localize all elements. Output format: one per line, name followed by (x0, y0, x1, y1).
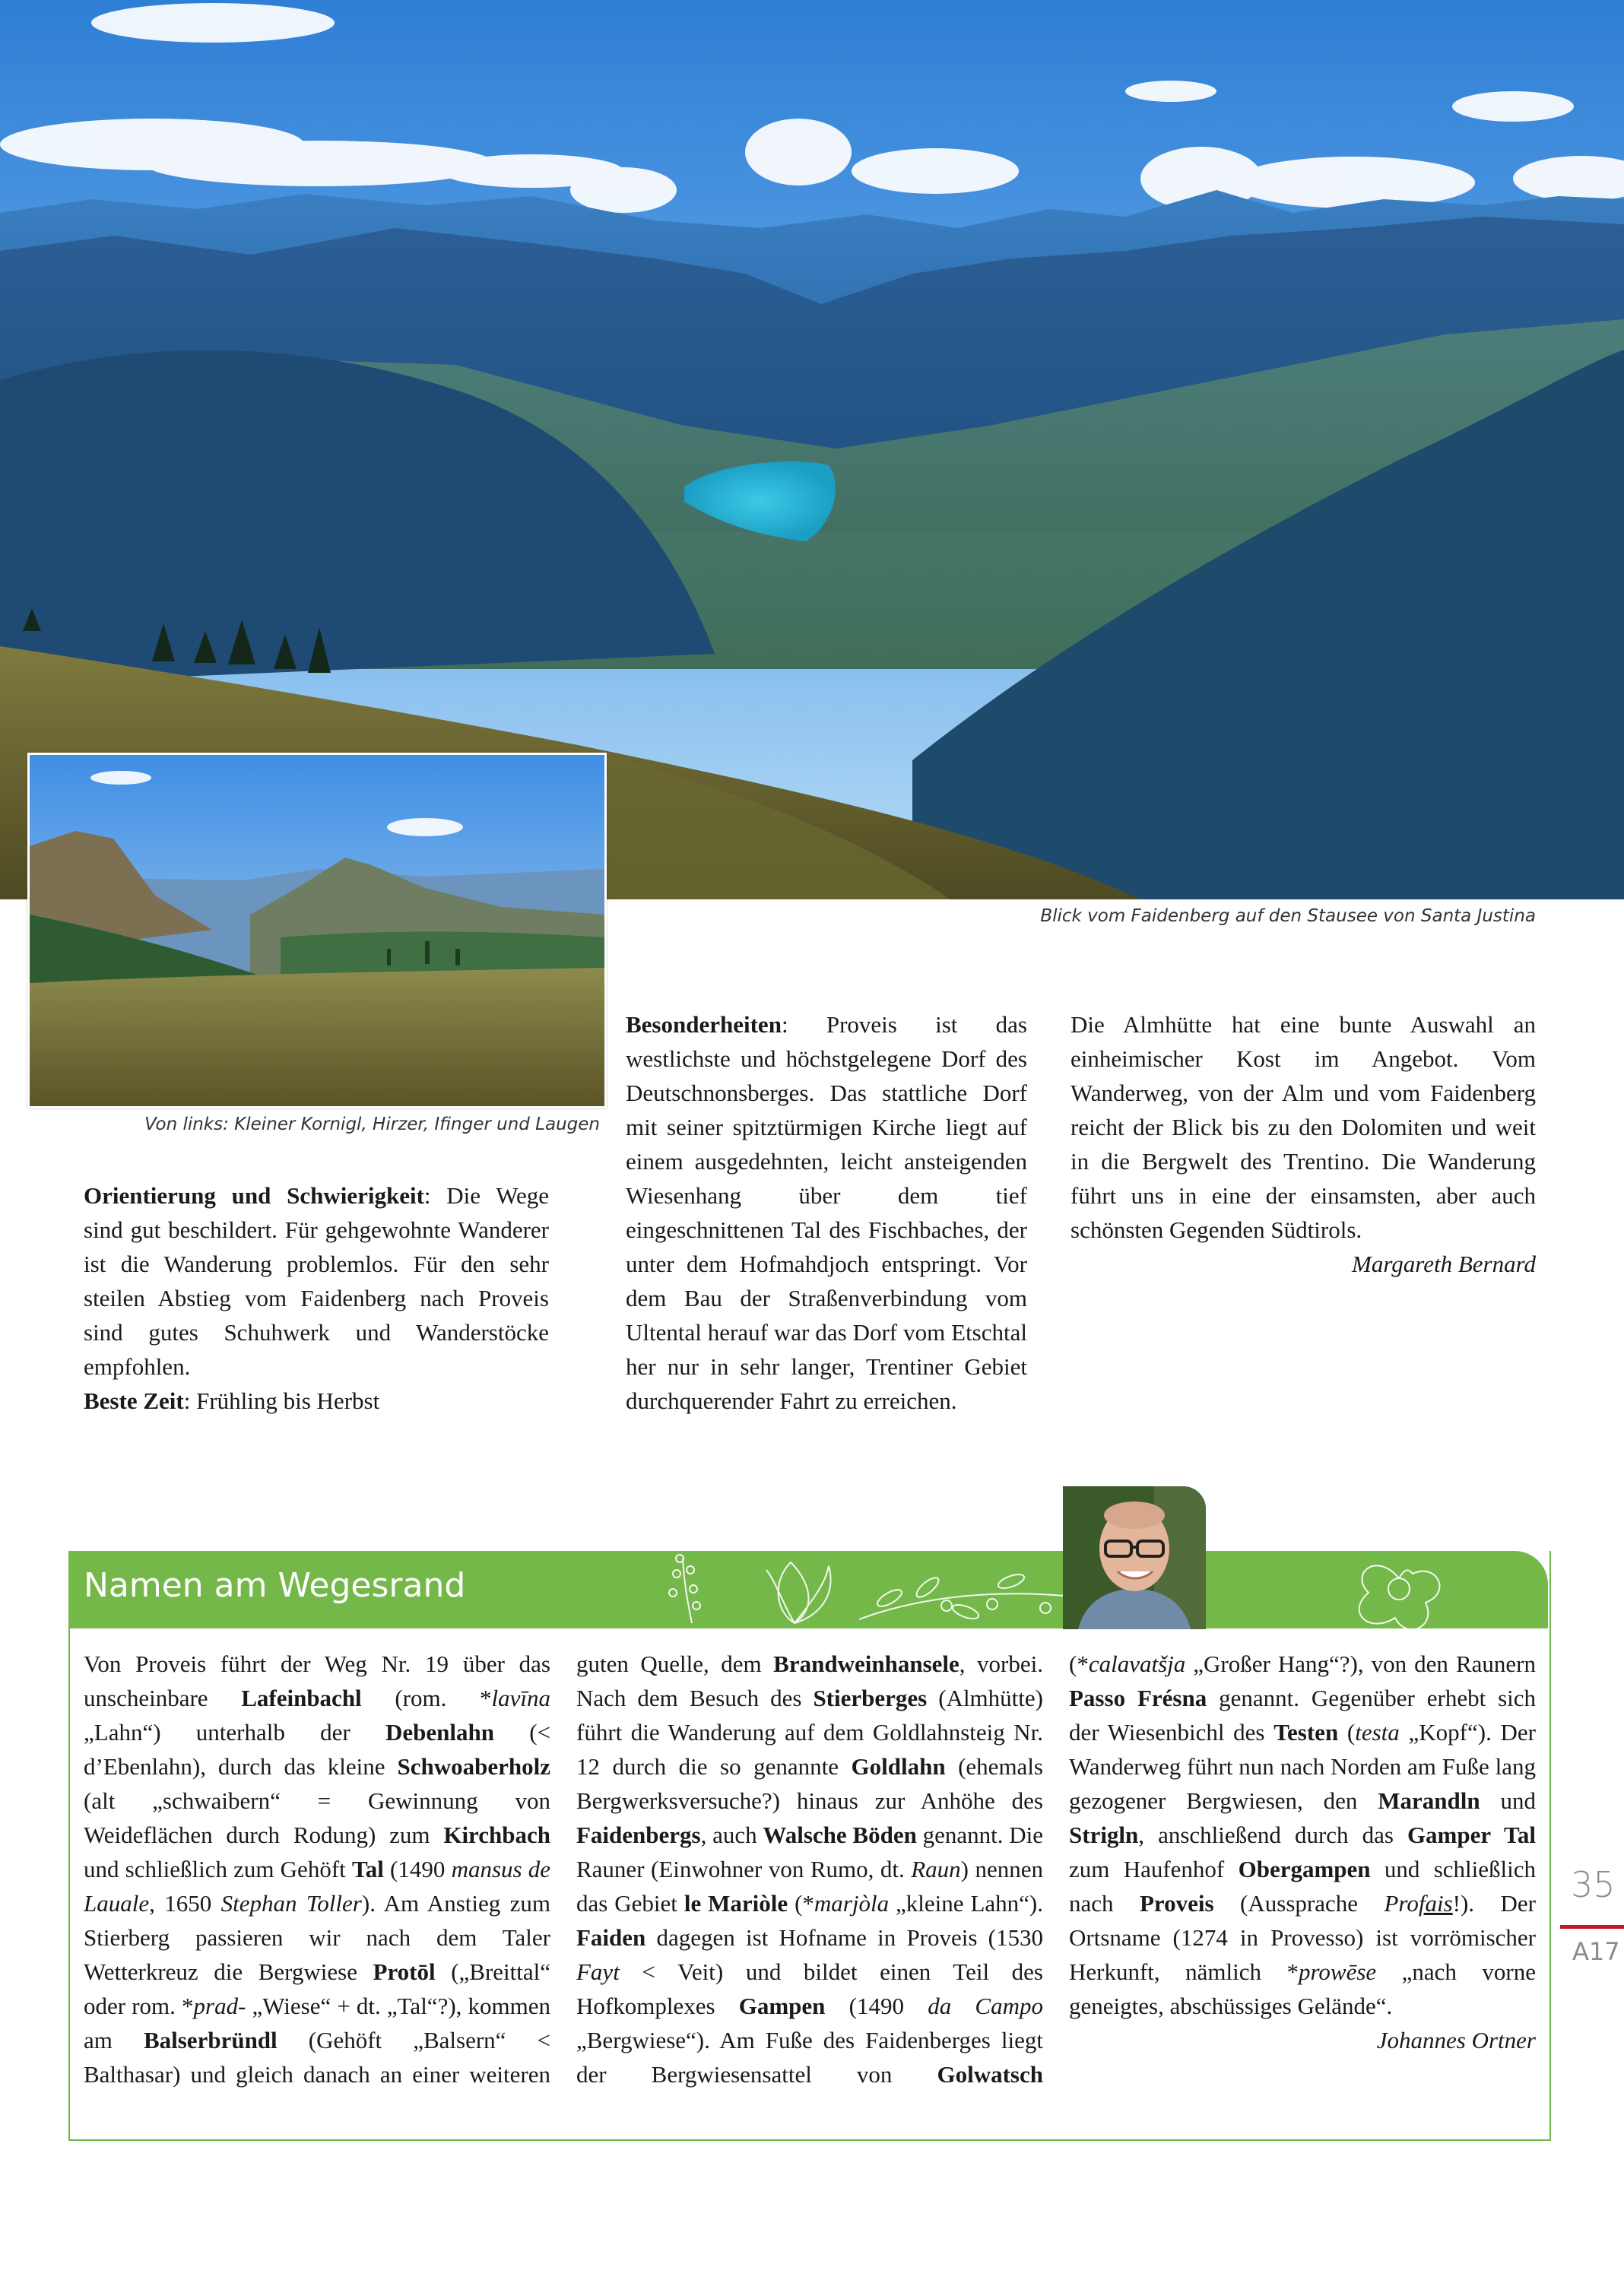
names-box-title: Namen am Wegesrand (84, 1566, 466, 1605)
main-photo-caption: Blick vom Faidenberg auf den Stausee von Santa Justina (1040, 906, 1536, 926)
article-column-1: Orientierung und Schwierigkeit: Die Wege sind gut beschildert. Für gehgewohnte Wanderer ist die Wanderung problemlos. Für den sehr steilen Abstieg vom Faidenberg nach Proveis sind gutes Schuhwerk und Wanderstöcke empfohlen. Beste Zeit: Frühling bis Herbst (84, 1182, 549, 1414)
article-author: Margareth Bernard (1352, 1251, 1536, 1277)
inset-photo (27, 753, 607, 1108)
inset-photo-caption: Von links: Kleiner Kornigl, Hirzer, Ifinger und Laugen (144, 1115, 600, 1134)
page-number-rule (1560, 1925, 1624, 1929)
page-code: A17 (1572, 1937, 1620, 1966)
box-author: Johannes Ortner (1376, 2027, 1536, 2053)
names-box-text: Von Proveis führt der Weg Nr. 19 über das unscheinbare Lafeinbachl (rom. *lavīna „Lahn“) unterhalb der Debenlahn (< d’Ebenlahn), durch das kleine Schwoaberholz (alt „schwaibern“ = Gewinnung von Weideflächen durch Rodung) zum Kirchbach und schließlich zum Gehöft Tal (1490 mansus de Lauale, 1650 Stephan Toller). Am Anstieg zum Stierberg passieren wir nach dem Taler Wetterkreuz die Bergwiese Protōl („Breittal“ oder rom. *prad- „Wiese“ + dt. „Tal“?), kommen am Balserbründl (Gehöft „Balsern“ < Balthasar) und gleich danach an einer weiteren guten Quelle, dem Brandweinhansele, vorbei. Nach dem Besuch des Stierberges (Almhütte) führt die Wanderung auf dem Goldlahnsteig Nr. 12 durch die so genannte Goldlahn (ehemals Bergwerksversuche?) hinaus zur Anhöhe des Faidenbergs, auch Walsche Böden genannt. Die Rauner (Einwohner von Rumo, dt. Raun) nennen das Gebiet le Mariòle (*marjòla „kleine Lahn“). Faiden dagegen ist Hofname in Proveis (1530 Fayt < Veit) und bildet einen Teil des Hofkomplexes Gampen (1490 da Campo „Bergwiese“). Am Fuße des Faidenberges liegt der Bergwiesensattel von Golwatsch (*calavatšja „Großer Hang“?), von den Raunern Passo Frésna genannt. Gegenüber erhebt sich der Wiesenbichl des Testen (testa „Kopf“). Der Wanderweg führt nun nach Norden am Fuße lang gezogener Bergwiesen, den Marandln und Strigln, anschließend durch das Gamper Tal zum Haufenhof Obergampen und schließlich nach Proveis (Aussprache Profais!). Der Ortsname (1274 in Provesso) ist vorrömischer Herkunft, nämlich *prowēse „nach vorne geneigtes, abschüssiges Gelände“. Johannes Ortner (84, 1651, 1537, 2088)
orientation-heading: Orientierung und Schwierigkeit (84, 1182, 424, 1209)
best-time-heading: Beste Zeit (84, 1387, 184, 1414)
page-number: 35 (1571, 1864, 1616, 1905)
author-portrait (1063, 1486, 1206, 1629)
article-column-3: Die Almhütte hat eine bunte Auswahl an einheimischer Kost im Angebot. Vom Wanderweg, von der Alm und vom Faidenberg reicht der Blick bis zu den Dolomiten und weit in die Bergwelt des Trentino. Die Wanderung führt uns in eine der einsamsten, aber auch schönsten Gegenden Südtirols. Margareth Bernard (1071, 1007, 1536, 1281)
article-column-2: Besonderheiten: Proveis ist das westlichste und höchstgelegene Dorf des Deutschnonsberges. Das stattliche Dorf mit seiner spitztürmigen Kirche liegt auf einem ausgedehnten, leicht ansteigenden Wiesenhang über dem tief eingeschnittenen Tal des Fischbaches, der unter dem Hofmahdjoch entspringt. Vor dem Bau der Straßenverbindung vom Ultental herauf war das Dorf vom Etschtal her nur in sehr langer, Trentiner Gebiet durchquerender Fahrt zu erreichen. (626, 1011, 1027, 1414)
specials-heading: Besonderheiten (626, 1011, 782, 1038)
